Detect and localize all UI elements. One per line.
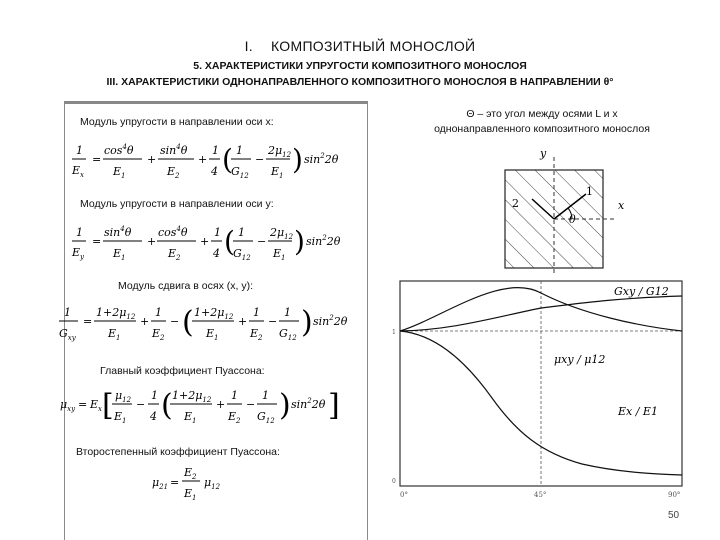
- label-curve-e: Ex / E1: [618, 405, 658, 418]
- svg-text:): ): [301, 305, 313, 340]
- svg-text:(: (: [222, 143, 233, 176]
- svg-text:cos4θ: $\cos^4\theta$: [104, 143, 134, 157]
- svg-text:=: =: [170, 476, 180, 489]
- axes-diagram: [470, 145, 660, 275]
- svg-text:1: 1: [236, 144, 243, 157]
- svg-text:1+2μ12: $1+2\mu_{12}$: [96, 306, 136, 321]
- svg-text:μ12: $\mu_{12}$: [115, 389, 132, 404]
- svg-text:E1: $E_1$: [113, 247, 126, 262]
- svg-text:+: +: [198, 153, 208, 166]
- section-number: I.: [244, 38, 253, 54]
- formula-ey: [70, 220, 360, 268]
- x-tick-0: 0°: [400, 491, 408, 499]
- svg-text:+: +: [200, 235, 210, 248]
- svg-text:sin22θ: $\sin^22\theta$: [304, 152, 339, 166]
- page-title: [0, 38, 720, 54]
- svg-text:E2: $E_2$: [168, 247, 181, 262]
- label-gxy: Модуль сдвига в осях (x, y):: [118, 280, 253, 292]
- svg-text:=: =: [83, 315, 93, 328]
- svg-text:sin22θ: $\sin^22\theta$: [291, 397, 326, 411]
- svg-text:μxy: $\mu_{xy}$: [60, 398, 76, 413]
- svg-text:μ12: $\mu_{12}$: [204, 476, 221, 491]
- subsubtitle: III. ХАРАКТЕРИСТИКИ ОДНОНАПРАВЛЕННОГО КОМПОЗИТНОГО МОНОСЛОЯ В НАПРАВЛЕНИИ θ°: [106, 76, 614, 88]
- svg-text:E2: $E_2$: [152, 327, 165, 342]
- svg-text:E1: $E_1$: [114, 410, 127, 425]
- svg-text:1: 1: [64, 306, 71, 319]
- theta-note: [392, 107, 692, 137]
- property-graph: [392, 278, 692, 502]
- svg-text:E2: $E_2$: [228, 410, 241, 425]
- theta-note-line1: Θ – это угол между осями L и x: [466, 108, 618, 120]
- label-ey: Модуль упругости в направлении оси y:: [80, 198, 274, 210]
- svg-text:1: 1: [76, 226, 83, 239]
- svg-text:G12: $G_{12}$: [231, 165, 249, 180]
- label-curve-g: Gxy / G12: [614, 285, 669, 298]
- svg-text:1: 1: [238, 226, 245, 239]
- svg-text:+: +: [147, 153, 157, 166]
- svg-text:sin4θ: $\sin^4\theta$: [160, 143, 188, 157]
- label-curve-mu: μxy / μ12: [554, 353, 606, 366]
- svg-text:=: =: [92, 153, 102, 166]
- svg-text:E1: $E_1$: [113, 165, 126, 180]
- svg-text:sin22θ: $\sin^22\theta$: [306, 234, 341, 248]
- formula-mu-main: [58, 383, 358, 433]
- svg-text:+: +: [216, 398, 226, 411]
- svg-text:E1: $E_1$: [206, 327, 219, 342]
- svg-text:E2: $E_2$: [167, 165, 180, 180]
- subtitle: 5. ХАРАКТЕРИСТИКИ УПРУГОСТИ КОМПОЗИТНОГО МОНОСЛОЯ: [193, 60, 527, 72]
- svg-text:E1: $E_1$: [271, 165, 284, 180]
- svg-text:E1: $E_1$: [108, 327, 121, 342]
- diagram-2-label: 2: [512, 197, 519, 210]
- diagram-1-label: 1: [586, 185, 593, 198]
- svg-text:+: +: [140, 315, 150, 328]
- page-number: 50: [668, 510, 680, 521]
- svg-text:G12: $G_{12}$: [279, 327, 297, 342]
- formula-mu-minor: [150, 462, 250, 506]
- svg-text:+: +: [238, 315, 248, 328]
- svg-text:1: 1: [155, 306, 162, 319]
- svg-text:−: −: [257, 235, 267, 248]
- svg-text:E2: $E_2$: [250, 327, 263, 342]
- svg-text:=: =: [78, 398, 88, 411]
- svg-text:1: 1: [151, 389, 158, 402]
- svg-text:1: 1: [253, 306, 260, 319]
- svg-text:G12: $G_{12}$: [257, 410, 275, 425]
- diagram-x-label: x: [618, 199, 625, 212]
- svg-text:2μ12: $2\mu_{12}$: [268, 144, 292, 159]
- svg-text:4: 4: [150, 410, 157, 423]
- svg-text:(: (: [182, 305, 194, 340]
- diagram-y-label: y: [540, 147, 547, 160]
- y-tick-zero: 0: [392, 478, 396, 485]
- svg-text:Gxy: $G_{xy}$: [59, 327, 76, 342]
- svg-text:1: 1: [231, 389, 238, 402]
- x-tick-90: 90°: [668, 491, 681, 499]
- svg-text:Ex: $E_x$: [72, 164, 84, 179]
- formula-ex: [70, 138, 360, 186]
- svg-text:sin22θ: $\sin^22\theta$: [313, 314, 348, 328]
- svg-text:E1: $E_1$: [184, 410, 197, 425]
- x-tick-45: 45°: [534, 491, 547, 499]
- svg-text:): ): [292, 143, 303, 176]
- svg-text:=: =: [92, 235, 102, 248]
- svg-text:1+2μ12: $1+2\mu_{12}$: [172, 389, 212, 404]
- formula-gxy: [56, 300, 356, 350]
- svg-text:−: −: [246, 398, 256, 411]
- label-mu-minor: Второстепенный коэффициент Пуассона:: [76, 446, 280, 458]
- svg-text:1+2μ12: $1+2\mu_{12}$: [194, 306, 234, 321]
- label-mu-main: Главный коэффициент Пуассона:: [100, 365, 265, 377]
- svg-text:−: −: [170, 315, 180, 328]
- svg-text:1: 1: [284, 306, 291, 319]
- svg-text:E2: $E_2$: [184, 466, 197, 481]
- svg-text:μ21: $\mu_{21}$: [152, 476, 169, 491]
- svg-text:−: −: [136, 398, 146, 411]
- svg-text:Ey: $E_y$: [72, 246, 84, 261]
- label-ex: Модуль упругости в направлении оси x:: [80, 116, 274, 128]
- svg-text:E1: $E_1$: [184, 487, 197, 502]
- svg-text:sin4θ: $\sin^4\theta$: [104, 225, 132, 239]
- svg-text:1: 1: [262, 389, 269, 402]
- svg-text:−: −: [268, 315, 278, 328]
- svg-text:): ): [279, 388, 291, 423]
- svg-text:2μ12: $2\mu_{12}$: [270, 226, 294, 241]
- theta-note-line2: однонаправленного композитного монослоя: [434, 123, 650, 135]
- svg-text:1: 1: [212, 144, 219, 157]
- svg-text:E1: $E_1$: [273, 247, 286, 262]
- svg-text:G12: $G_{12}$: [233, 247, 251, 262]
- svg-text:(: (: [224, 225, 235, 258]
- svg-text:4: 4: [213, 247, 220, 260]
- svg-text:[: [: [102, 388, 114, 423]
- svg-text:4: 4: [211, 165, 218, 178]
- svg-text:−: −: [255, 153, 265, 166]
- y-tick-one: 1: [392, 329, 396, 336]
- svg-text:1: 1: [76, 144, 83, 157]
- svg-text:+: +: [147, 235, 157, 248]
- svg-text:]: ]: [328, 388, 340, 423]
- svg-text:Ex: $E_x$: [90, 398, 102, 413]
- svg-text:): ): [294, 225, 305, 258]
- svg-text:cos4θ: $\cos^4\theta$: [158, 225, 188, 239]
- svg-text:1: 1: [214, 226, 221, 239]
- section-title: КОМПОЗИТНЫЙ МОНОСЛОЙ: [271, 38, 476, 54]
- diagram-theta-label: θ: [569, 213, 576, 226]
- svg-text:(: (: [161, 388, 173, 423]
